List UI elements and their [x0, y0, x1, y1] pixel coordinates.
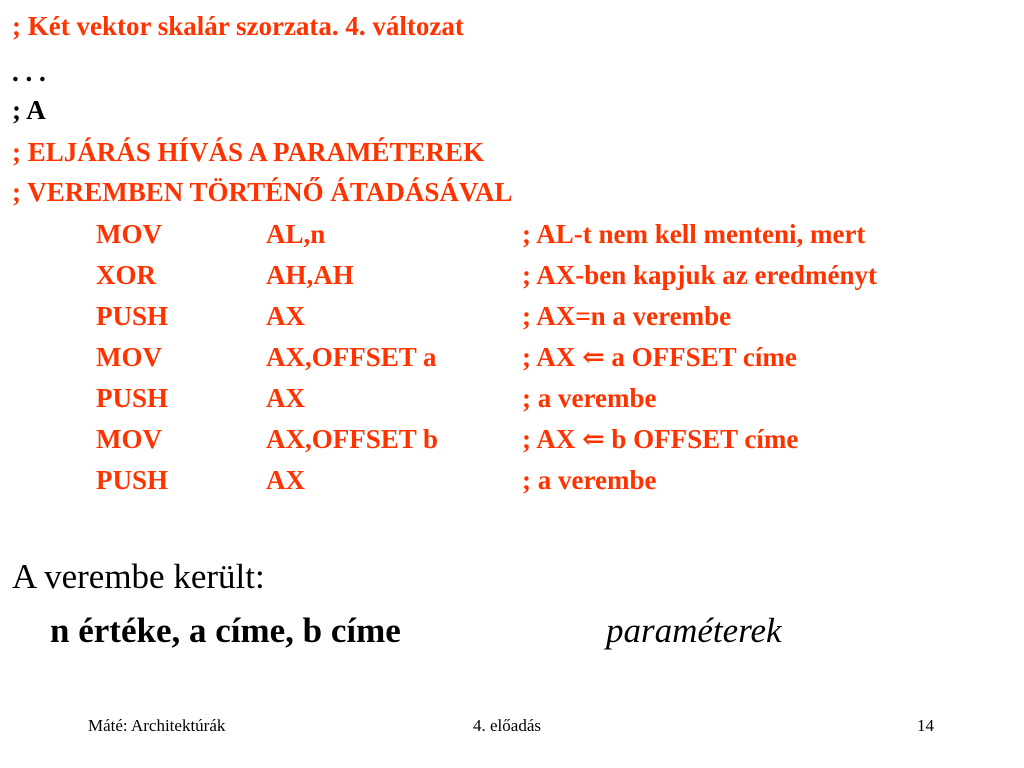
- summary-label: paraméterek: [606, 611, 782, 650]
- code-op: MOV: [96, 342, 162, 372]
- code-arg: AH,AH: [266, 260, 354, 290]
- code-comment: ; AX-ben kapjuk az eredményt: [522, 260, 878, 290]
- code-comment: ; AX=n a verembe: [522, 301, 732, 331]
- header-line-comment-1: ; ELJÁRÁS HÍVÁS A PARAMÉTEREK: [12, 137, 485, 167]
- code-row: [0, 420, 1024, 458]
- code-arg: AX,OFFSET a: [266, 342, 437, 372]
- code-op: PUSH: [96, 383, 169, 413]
- summary-items: n értéke, a címe, b címe: [50, 611, 401, 650]
- code-row: [0, 297, 1024, 335]
- code-comment: ; a verembe: [522, 383, 657, 413]
- code-row: [0, 379, 1024, 417]
- code-op: MOV: [96, 424, 162, 454]
- code-row: [0, 338, 1024, 376]
- code-comment: ; AX ⇐ b OFFSET címe: [522, 424, 799, 454]
- header-line-comment-2: ; VEREMBEN TÖRTÉNŐ ÁTADÁSÁVAL: [12, 177, 513, 207]
- code-arg: AX: [266, 301, 305, 331]
- code-row: [0, 461, 1024, 499]
- code-arg: AX: [266, 465, 305, 495]
- code-row: [0, 256, 1024, 294]
- footer-page-number: 14: [917, 716, 934, 735]
- code-op: PUSH: [96, 465, 169, 495]
- code-comment: ; AX ⇐ a OFFSET címe: [522, 342, 797, 372]
- code-comment: ; a verembe: [522, 465, 657, 495]
- summary-line: [50, 610, 782, 652]
- summary-title: A verembe került:: [12, 557, 265, 596]
- code-op: PUSH: [96, 301, 169, 331]
- header-line-ellipsis: . . .: [12, 57, 46, 87]
- code-row: [0, 215, 1024, 253]
- code-op: XOR: [96, 260, 156, 290]
- code-arg: AX: [266, 383, 305, 413]
- code-op: MOV: [96, 219, 162, 249]
- footer-author: Máté: Architektúrák: [88, 716, 226, 735]
- code-arg: AL,n: [266, 219, 326, 249]
- code-arg: AX,OFFSET b: [266, 424, 439, 454]
- footer-lecture: 4. előadás: [473, 716, 541, 735]
- code-comment: ; AL-t nem kell menteni, mert: [522, 219, 866, 249]
- header-line-label: ; A: [12, 95, 46, 125]
- header-line-title: ; Két vektor skalár szorzata. 4. változat: [12, 11, 464, 41]
